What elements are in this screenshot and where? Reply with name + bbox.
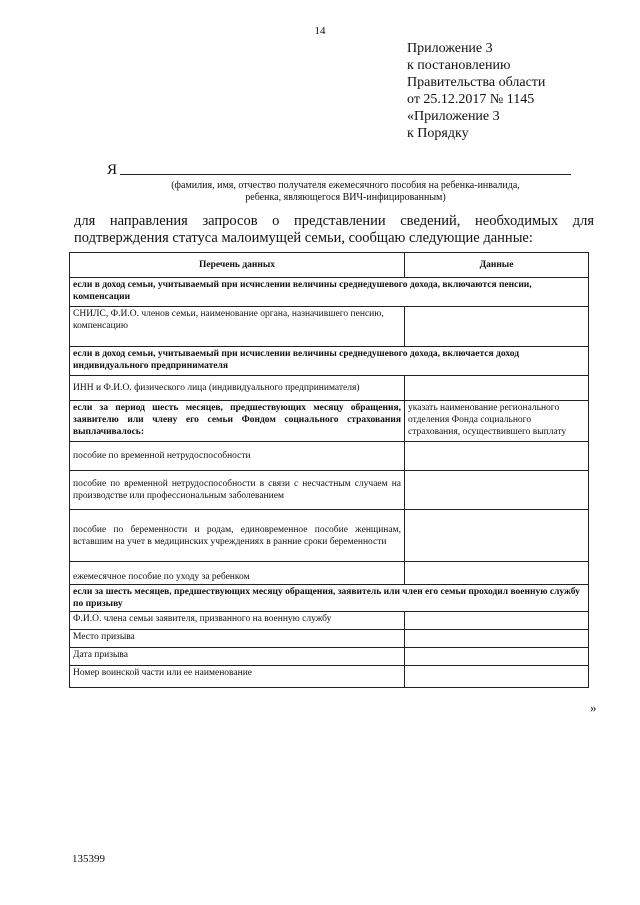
section-title: если за шесть месяцев, предшествующих месяцу обращения, заявитель или член его семьи проходил военную службу по призыву	[70, 585, 589, 612]
row-data-cell[interactable]	[405, 648, 589, 666]
row-data-cell[interactable]	[405, 630, 589, 648]
section-row	[70, 585, 589, 612]
appendix-line: к Порядку	[407, 126, 469, 141]
document-code: 135399	[72, 853, 105, 865]
row-label: Ф.И.О. члена семьи заявителя, призванного на военную службу	[70, 612, 405, 630]
appendix-header	[407, 40, 545, 142]
table-row	[70, 562, 589, 585]
data-table	[69, 252, 589, 688]
section-row	[70, 347, 589, 376]
section-title: если в доход семьи, учитываемый при исчислении величины среднедушевого дохода, включается доход индивидуального предпринимателя	[70, 347, 589, 376]
closing-quote: »	[590, 700, 597, 715]
appendix-line: Приложение 3	[407, 41, 493, 56]
table-row	[70, 630, 589, 648]
section-title: если в доход семьи, учитываемый при исчислении величины среднедушевого дохода, включаются пенсии, компенсации	[70, 278, 589, 307]
row-label: ИНН и Ф.И.О. физического лица (индивидуального предпринимателя)	[70, 376, 405, 401]
table-row	[70, 612, 589, 630]
section-row	[70, 278, 589, 307]
table-row	[70, 376, 589, 401]
appendix-line: от 25.12.2017 № 1145	[407, 92, 535, 107]
section-title: если за период шесть месяцев, предшествующих месяцу обращения, заявителю или члену его семьи Фондом социального страхования выплачивалось:	[70, 401, 405, 442]
table-row	[70, 471, 589, 510]
applicant-name-field[interactable]	[120, 174, 571, 175]
row-label: пособие по временной нетрудоспособности в связи с несчастным случаем на производстве или профессиональным заболеванием	[70, 471, 405, 510]
row-data-cell[interactable]	[405, 471, 589, 510]
appendix-line: Правительства области	[407, 75, 546, 90]
row-label: Номер воинской части или ее наименование	[70, 666, 405, 688]
row-label: пособие по беременности и родам, единовременное пособие женщинам, вставшим на учет в медицинских учреждениях в ранние сроки беременности	[70, 510, 405, 562]
applicant-name-hint	[120, 180, 571, 204]
row-data-cell[interactable]	[405, 510, 589, 562]
table-row	[70, 666, 589, 688]
hint-line: (фамилия, имя, отчество получателя ежемесячного пособия на ребенка-инвалида,	[171, 180, 520, 191]
row-label: Дата призыва	[70, 648, 405, 666]
hint-line: ребенка, являющегося ВИЧ-инфицированным)	[245, 192, 446, 203]
table-row	[70, 510, 589, 562]
row-data-cell[interactable]	[405, 666, 589, 688]
row-data-cell[interactable]	[405, 442, 589, 471]
row-label: ежемесячное пособие по уходу за ребенком	[70, 562, 405, 585]
column-header-list: Перечень данных	[70, 253, 405, 278]
section-row	[70, 401, 589, 442]
row-data-cell[interactable]	[405, 376, 589, 401]
table-row	[70, 307, 589, 347]
page-number: 14	[314, 25, 326, 37]
row-label: СНИЛС, Ф.И.О. членов семьи, наименование органа, назначившего пенсию, компенсацию	[70, 307, 405, 347]
table-row	[70, 648, 589, 666]
appendix-line: «Приложение 3	[407, 109, 500, 124]
table-row	[70, 442, 589, 471]
column-header-data: Данные	[405, 253, 589, 278]
intro-text: для направления запросов о представлении сведений, необходимых для подтверждения статуса малоимущей семьи, сообщаю следующие данные:	[74, 213, 594, 246]
row-label: Место призыва	[70, 630, 405, 648]
data-hint: указать наименование регионального отделения Фонда социального страхования, осуществившего выплату	[405, 401, 589, 442]
applicant-pronoun: Я	[107, 162, 118, 178]
row-data-cell[interactable]	[405, 612, 589, 630]
row-data-cell[interactable]	[405, 562, 589, 585]
table-header-row	[70, 253, 589, 278]
row-data-cell[interactable]	[405, 307, 589, 347]
row-label: пособие по временной нетрудоспособности	[70, 442, 405, 471]
appendix-line: к постановлению	[407, 58, 511, 73]
